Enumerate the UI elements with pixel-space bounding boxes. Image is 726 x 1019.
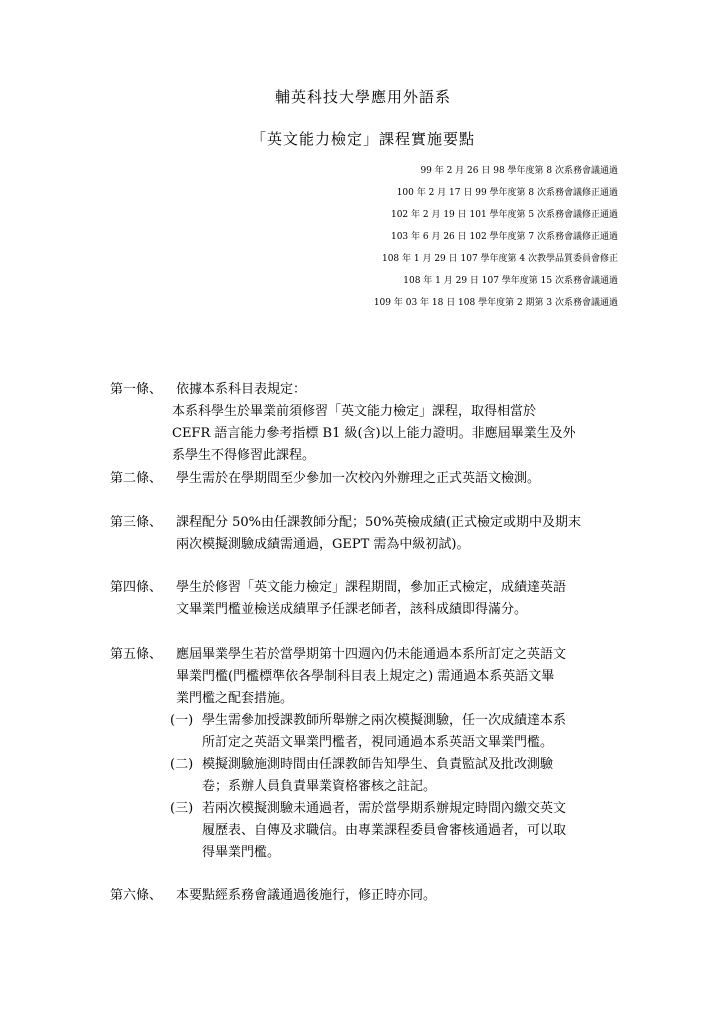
article-line: 課程配分 50%由任課教師分配；50%英檢成績(正式檢定或期中及期末 bbox=[176, 515, 581, 530]
sub-item-line: 若兩次模擬測驗未通過者，需於當學期系辦規定時間內繳交英文 bbox=[202, 801, 567, 816]
sub-item-line: 卷；系辦人員負責畢業資格審核之註記。 bbox=[202, 779, 437, 794]
article-2 bbox=[110, 468, 620, 490]
history-line: 100 年 2 月 17 日 99 學年度第 8 次系務會議修正通過 bbox=[396, 188, 618, 198]
history-line: 109 年 03 年 18 日 108 學年度第 2 期第 3 次系務會議通過 bbox=[373, 298, 618, 308]
article-label: 第六條、 bbox=[110, 888, 163, 903]
article-line: 應屆畢業學生若於當學期第十四週內仍未能通過本系所訂定之英語文 bbox=[176, 647, 567, 662]
article-6 bbox=[110, 885, 620, 907]
history-line: 99 年 2 月 26 日 98 學年度第 8 次系務會議通過 bbox=[420, 166, 618, 176]
sub-item-line: 履歷表、自傳及求職信。由專業課程委員會審核通過者，可以取 bbox=[202, 823, 567, 838]
article-3 bbox=[110, 512, 620, 556]
sub-item-number: (二) bbox=[170, 757, 194, 772]
history-line: 102 年 2 月 19 日 101 學年度第 5 次系務會議修正通過 bbox=[390, 210, 618, 220]
article-line: 依據本系科目表規定： bbox=[176, 382, 307, 397]
article-5 bbox=[110, 644, 620, 864]
article-1 bbox=[110, 379, 620, 467]
article-line: CEFR 語言能力參考指標 B1 級(含)以上能力證明。非應屆畢業生及外 bbox=[172, 426, 576, 441]
sub-item-list bbox=[170, 710, 620, 864]
sub-item-number: (三) bbox=[170, 801, 194, 816]
sub-item bbox=[170, 710, 620, 754]
sub-item-number: (一) bbox=[170, 713, 194, 728]
sub-item-line: 模擬測驗施測時間由任課教師告知學生、負責監試及批改測驗 bbox=[202, 757, 554, 772]
article-line: 系學生不得修習此課程。 bbox=[172, 448, 316, 463]
article-label: 第五條、 bbox=[110, 647, 163, 662]
article-line: 本系科學生於畢業前須修習「英文能力檢定」課程，取得相當於 bbox=[172, 404, 537, 419]
history-line: 108 年 1 月 29 日 107 學年度第 4 次教學品質委員會修正 bbox=[381, 254, 618, 264]
article-line: 學生需於在學期間至少參加一次校內外辦理之正式英語文檢測。 bbox=[176, 471, 541, 486]
sub-item-line: 所訂定之英語文畢業門檻者，視同通過本系英語文畢業門檻。 bbox=[202, 735, 554, 750]
article-line: 本要點經系務會議通過後施行，修正時亦同。 bbox=[176, 888, 437, 903]
article-label: 第四條、 bbox=[110, 580, 163, 595]
article-line: 畢業門檻(門檻標準依各學制科目表上規定之) 需通過本系英語文畢 bbox=[176, 669, 555, 684]
article-label: 第一條、 bbox=[110, 382, 163, 397]
sub-item-line: 得畢業門檻。 bbox=[202, 845, 281, 860]
article-line: 學生於修習「英文能力檢定」課程期間，參加正式檢定，成績達英語 bbox=[176, 580, 567, 595]
sub-item bbox=[170, 798, 620, 864]
revision-history bbox=[238, 164, 618, 318]
article-line: 文畢業門檻並檢送成績單予任課老師者，該科成績即得滿分。 bbox=[176, 602, 528, 617]
article-label: 第三條、 bbox=[110, 515, 163, 530]
article-4 bbox=[110, 577, 620, 621]
document-title: 「英文能力檢定」課程實施要點 bbox=[250, 130, 475, 148]
department-title: 輔英科技大學應用外語系 bbox=[274, 88, 451, 106]
sub-item-line: 學生需參加授課教師所舉辦之兩次模擬測驗，任一次成績達本系 bbox=[202, 713, 567, 728]
article-label: 第二條、 bbox=[110, 471, 163, 486]
history-line: 103 年 6 月 26 日 102 學年度第 7 次系務會議修正通過 bbox=[390, 232, 618, 242]
sub-item bbox=[170, 754, 620, 798]
article-line: 業門檻之配套措施。 bbox=[176, 691, 294, 706]
article-line: 兩次模擬測驗成績需通過，GEPT 需為中級初試)。 bbox=[176, 537, 470, 552]
history-line: 108 年 1 月 29 日 107 學年度第 15 次系務會議通過 bbox=[403, 276, 618, 286]
